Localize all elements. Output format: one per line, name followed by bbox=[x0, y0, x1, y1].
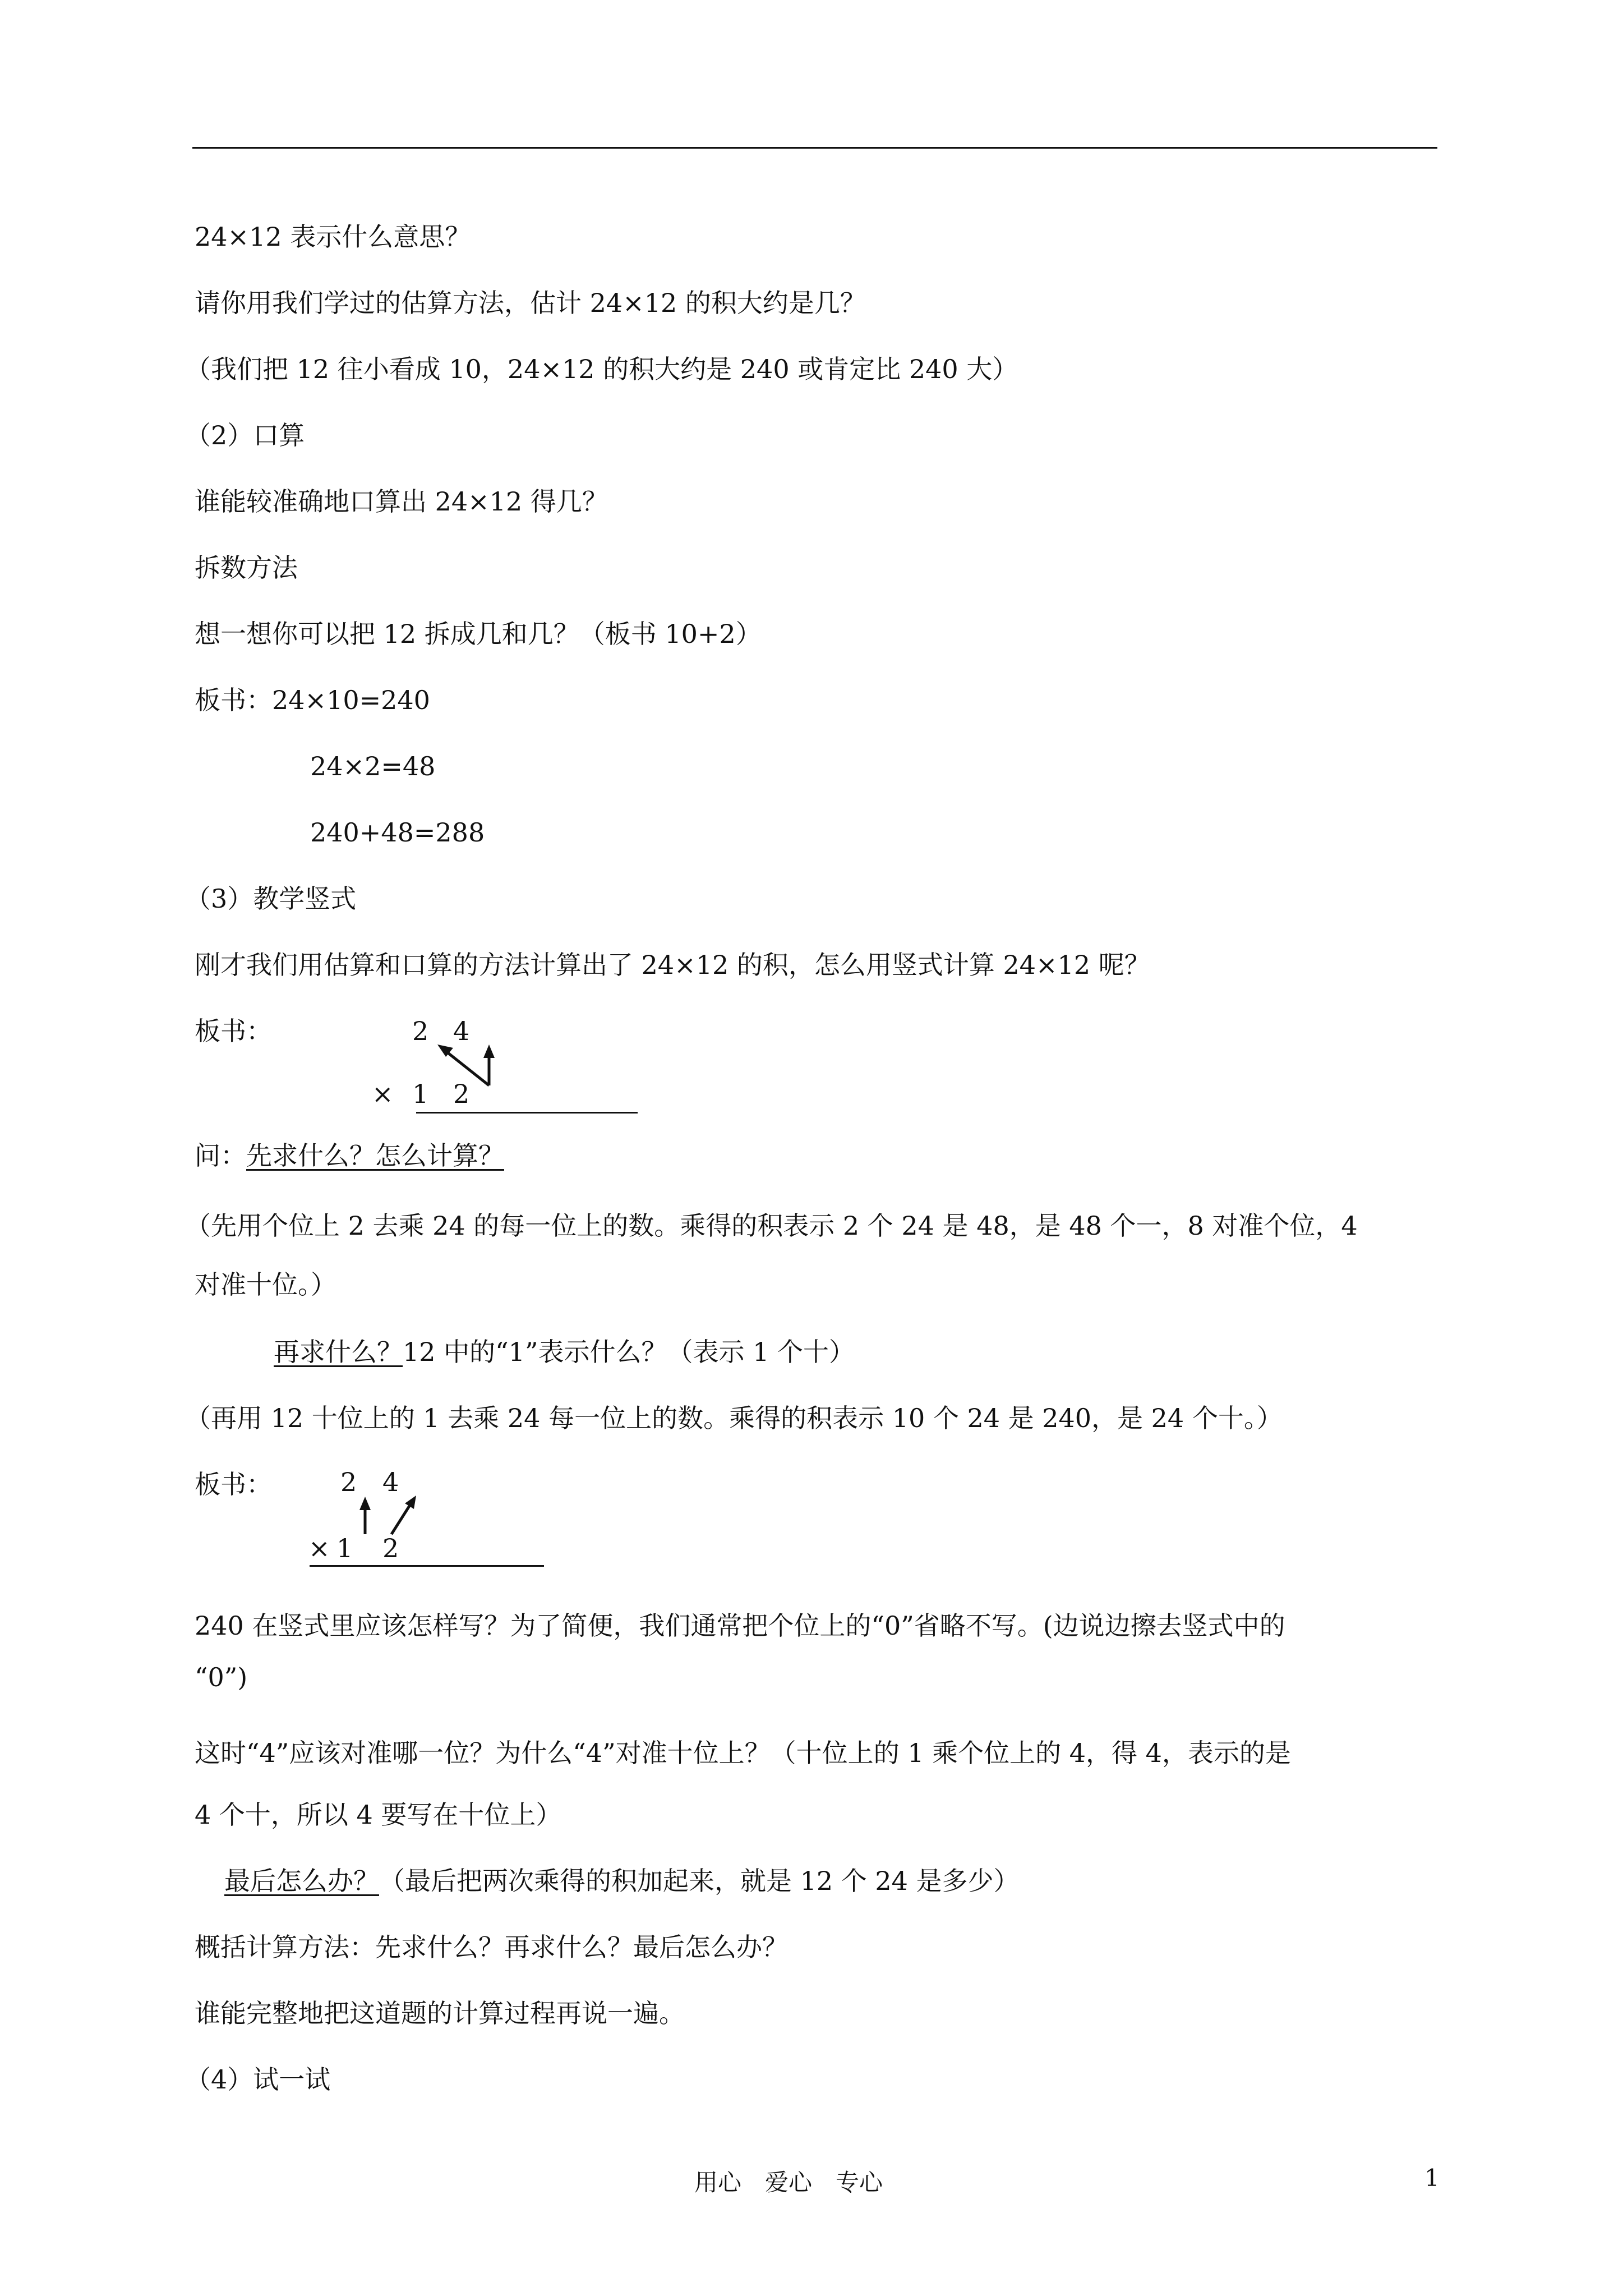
board-note: 240+48=288 bbox=[310, 817, 485, 848]
calc-bottom-digit: 1 bbox=[336, 1533, 353, 1563]
calc-top-digit: 4 bbox=[382, 1467, 399, 1497]
question-underlined: 最后怎么办？ bbox=[224, 1866, 379, 1896]
text-line: 这时“4”应该对准哪一位？为什么“4”对准十位上？（十位上的 1 乘个位上的 4，得 4，表示的是 bbox=[195, 1738, 1291, 1768]
question-rest: 12 中的“1”表示什么？（表示 1 个十） bbox=[403, 1337, 855, 1367]
section-heading: （3）教学竖式 bbox=[185, 884, 357, 914]
board-label: 板书： bbox=[195, 1016, 272, 1046]
text-line: 请你用我们学过的估算方法，估计 24×12 的积大约是几？ bbox=[195, 288, 866, 318]
times-sign: × bbox=[308, 1533, 330, 1563]
question-underlined: 再求什么？ bbox=[274, 1337, 403, 1367]
times-sign: × bbox=[372, 1079, 394, 1109]
board-note: 24×2=48 bbox=[310, 751, 436, 781]
footer-motto: 用心 爱心 专心 bbox=[694, 2169, 883, 2196]
section-heading: （4）试一试 bbox=[185, 2064, 331, 2095]
text-line: 240 在竖式里应该怎样写？为了简便，我们通常把个位上的“0”省略不写。(边说边擦去竖式中的 bbox=[195, 1611, 1285, 1641]
question-rest: （最后把两次乘得的积加起来，就是 12 个 24 是多少） bbox=[379, 1866, 1020, 1896]
text-line: 24×12 表示什么意思？ bbox=[195, 222, 471, 252]
calc-top-digit: 4 bbox=[453, 1016, 470, 1046]
text-line: （先用个位上 2 去乘 24 的每一位上的数。乘得的积表示 2 个 24 是 48，是 48 个一，8 对准个位，4 bbox=[185, 1211, 1358, 1241]
question-line bbox=[224, 1864, 1020, 1898]
calc-top-digit: 2 bbox=[412, 1016, 429, 1046]
board-note: 板书：24×10=240 bbox=[195, 685, 430, 715]
text-line: 谁能较准确地口算出 24×12 得几？ bbox=[195, 486, 608, 517]
text-line: 4 个十，所以 4 要写在十位上） bbox=[195, 1800, 562, 1830]
calc-top-digit: 2 bbox=[340, 1467, 357, 1497]
question-prefix: 问： bbox=[195, 1140, 246, 1171]
text-line: “0”) bbox=[195, 1662, 248, 1692]
calc-bottom-digit: 1 bbox=[412, 1079, 429, 1109]
text-line: 想一想你可以把 12 拆成几和几？（板书 10+2） bbox=[195, 619, 762, 649]
text-line: （我们把 12 往小看成 10，24×12 的积大约是 240 或肯定比 240 大） bbox=[185, 354, 1018, 384]
section-heading: （2）口算 bbox=[185, 420, 305, 450]
text-line: 概括计算方法：先求什么？再求什么？最后怎么办？ bbox=[195, 1932, 788, 1962]
calc-bottom-digit: 2 bbox=[453, 1079, 470, 1109]
text-line: 拆数方法 bbox=[195, 553, 298, 583]
page-number: 1 bbox=[1424, 2164, 1440, 2192]
text-line: （再用 12 十位上的 1 去乘 24 每一位上的数。乘得的积表示 10 个 24 是 240，是 24 个十。） bbox=[185, 1403, 1283, 1433]
calc-bottom-digit: 2 bbox=[382, 1533, 399, 1563]
question-underlined: 先求什么？怎么计算？ bbox=[246, 1140, 504, 1171]
text-line: 刚才我们用估算和口算的方法计算出了 24×12 的积，怎么用竖式计算 24×12 呢？ bbox=[195, 950, 1150, 980]
text-line: 谁能完整地把这道题的计算过程再说一遍。 bbox=[195, 1998, 685, 2028]
board-label: 板书： bbox=[195, 1469, 272, 1499]
text-line: 对准十位。） bbox=[195, 1269, 336, 1300]
